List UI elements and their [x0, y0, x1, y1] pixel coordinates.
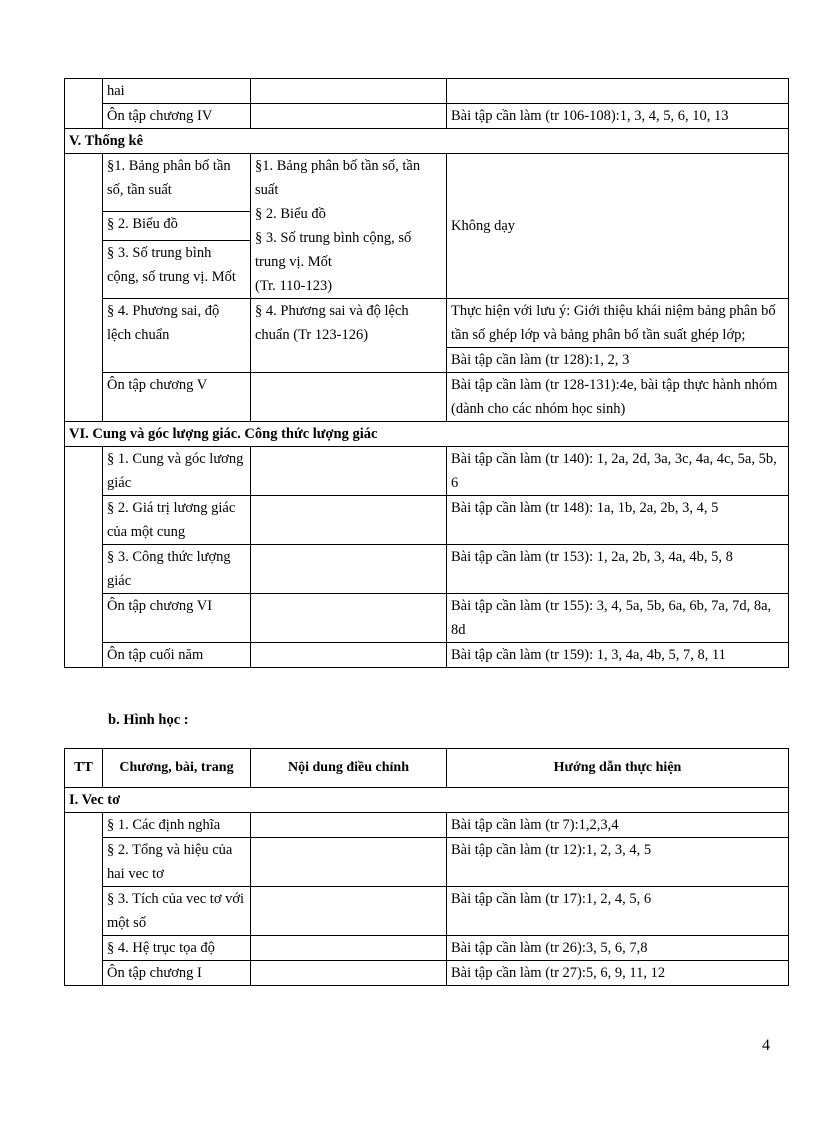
tt-cell [65, 154, 103, 422]
header-adjust: Nội dung điều chỉnh [251, 749, 447, 788]
adjust-cell [251, 594, 447, 643]
adjust-cell [251, 961, 447, 986]
adjust-cell [251, 104, 447, 129]
chapter-cell: § 2. Tổng và hiệu của hai vec tơ [103, 838, 251, 887]
section-heading: I. Vec tơ [65, 788, 789, 813]
guide-cell: Bài tập cần làm (tr 17):1, 2, 4, 5, 6 [447, 887, 789, 936]
adjust-cell [251, 79, 447, 104]
chapter-cell: § 3. Số trung bình cộng, số trung vị. Mốt [103, 241, 251, 299]
header-guide: Hướng dẫn thực hiện [447, 749, 789, 788]
chapter-cell: § 4. Hệ trục tọa độ [103, 936, 251, 961]
chapter-cell: § 1. Các định nghĩa [103, 813, 251, 838]
tt-cell [65, 813, 103, 986]
chapter-cell: §1. Bảng phân bố tần số, tần suất [103, 154, 251, 212]
adjust-cell [251, 838, 447, 887]
adjust-cell: §1. Bảng phân bố tần số, tần suất § 2. Biểu đồ § 3. Số trung bình cộng, số trung vị. Mốt (Tr. 110-123) [251, 154, 447, 299]
header-tt: TT [65, 749, 103, 788]
adjust-cell [251, 643, 447, 668]
guide-cell: Bài tập cần làm (tr 7):1,2,3,4 [447, 813, 789, 838]
guide-cell: Bài tập cần làm (tr 128-131):4e, bài tập thực hành nhóm (dành cho các nhóm học sinh) [447, 373, 789, 422]
curriculum-table-geometry [64, 748, 789, 986]
adjust-cell [251, 496, 447, 545]
header-chapter: Chương, bài, trang [103, 749, 251, 788]
chapter-cell: § 3. Tích của vec tơ với một số [103, 887, 251, 936]
guide-cell: Bài tập cần làm (tr 148): 1a, 1b, 2a, 2b, 3, 4, 5 [447, 496, 789, 545]
section-b-heading: b. Hình học : [108, 712, 189, 728]
guide-cell: Thực hiện với lưu ý: Giới thiệu khái niệm bảng phân bố tần số ghép lớp và bảng phân bố tần suất ghép lớp; [447, 299, 789, 348]
guide-cell: Không dạy [447, 154, 789, 299]
guide-cell: Bài tập cần làm (tr 106-108):1, 3, 4, 5, 6, 10, 13 [447, 104, 789, 129]
chapter-cell: Ôn tập chương V [103, 373, 251, 422]
adjust-cell: § 4. Phương sai và độ lệch chuẩn (Tr 123-126) [251, 299, 447, 373]
curriculum-table-algebra [64, 78, 789, 668]
page-number: 4 [762, 1037, 770, 1054]
guide-cell: Bài tập cần làm (tr 159): 1, 3, 4a, 4b, 5, 7, 8, 11 [447, 643, 789, 668]
tt-cell [65, 79, 103, 129]
guide-cell: Bài tập cần làm (tr 12):1, 2, 3, 4, 5 [447, 838, 789, 887]
guide-cell: Bài tập cần làm (tr 27):5, 6, 9, 11, 12 [447, 961, 789, 986]
chapter-cell: § 4. Phương sai, độ lệch chuẩn [103, 299, 251, 373]
guide-cell: Bài tập cần làm (tr 140): 1, 2a, 2d, 3a, 3c, 4a, 4c, 5a, 5b, 6 [447, 447, 789, 496]
guide-cell: Bài tập cần làm (tr 128):1, 2, 3 [447, 348, 789, 373]
adjust-cell [251, 545, 447, 594]
adjust-cell [251, 373, 447, 422]
adjust-cell [251, 447, 447, 496]
guide-cell [447, 79, 789, 104]
adjust-cell [251, 936, 447, 961]
chapter-cell: Ôn tập chương IV [103, 104, 251, 129]
guide-cell: Bài tập cần làm (tr 155): 3, 4, 5a, 5b, 6a, 6b, 7a, 7d, 8a, 8d [447, 594, 789, 643]
tt-cell [65, 447, 103, 668]
chapter-cell: § 1. Cung và góc lương giác [103, 447, 251, 496]
guide-cell: Bài tập cần làm (tr 153): 1, 2a, 2b, 3, 4a, 4b, 5, 8 [447, 545, 789, 594]
chapter-cell: § 3. Công thức lượng giác [103, 545, 251, 594]
chapter-cell: § 2. Giá trị lương giác của một cung [103, 496, 251, 545]
section-heading: VI. Cung và góc lượng giác. Công thức lượng giác [65, 422, 789, 447]
adjust-cell [251, 813, 447, 838]
chapter-cell: § 2. Biểu đồ [103, 211, 251, 240]
chapter-cell: Ôn tập chương I [103, 961, 251, 986]
chapter-cell: hai [103, 79, 251, 104]
adjust-cell [251, 887, 447, 936]
chapter-cell: Ôn tập chương VI [103, 594, 251, 643]
chapter-cell: Ôn tập cuối năm [103, 643, 251, 668]
guide-cell: Bài tập cần làm (tr 26):3, 5, 6, 7,8 [447, 936, 789, 961]
section-heading: V. Thống kê [65, 129, 789, 154]
